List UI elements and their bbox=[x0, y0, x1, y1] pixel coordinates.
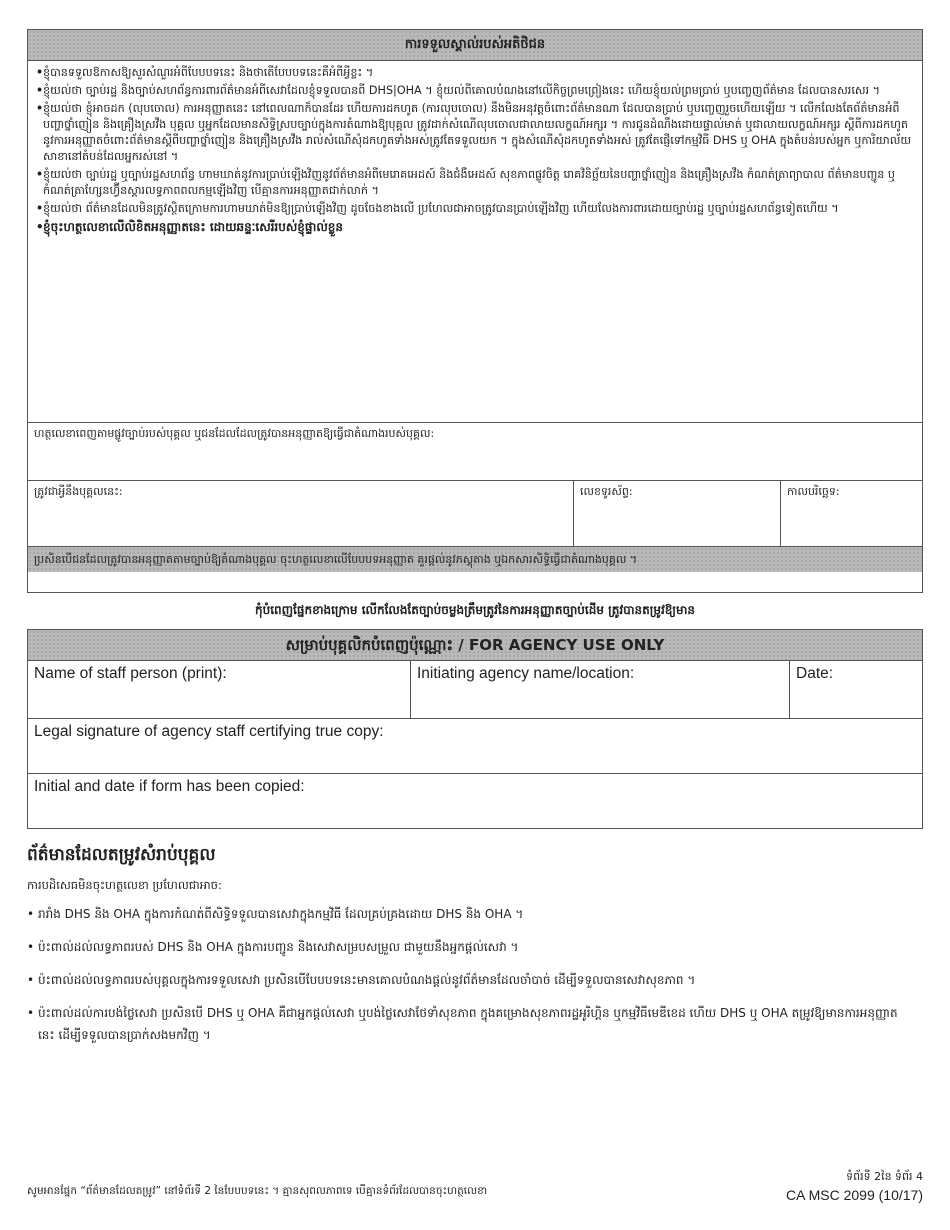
info-title: ព័ត៌មានដែលតម្រូវសំរាប់បុគ្គល bbox=[27, 845, 216, 865]
relationship-row bbox=[28, 480, 922, 547]
footer-note: សូមអានផ្នែក “ព័ត៌មានដែលតម្រូវ” នៅទំព័រទី 2 នៃបែបបទនេះ ។ គ្មានសុពលភាពទេ បើគ្មានទំព័រដែលបានចុះហត្ថលេខា bbox=[27, 1185, 488, 1197]
phone-label: លេខទូរស័ព្ទ: bbox=[580, 485, 633, 498]
agency-name-label: Initiating agency name/location: bbox=[417, 665, 635, 682]
page-number: ទំព័រទី 2នៃ ទំព័រ 4 bbox=[846, 1170, 923, 1183]
list-item: • ប៉ះពាល់ដល់លទ្ធភាពរបស់បុគ្គលក្នុងការទទួលសេវា ប្រសិនបើបែបបទនេះមានគោលបំណងផ្តល់នូវព័ត៌មានដែលចាំបាច់ ដើម្បីទទួលបានសេវាសុខភាព ។ bbox=[27, 969, 907, 991]
agency-date-label: Date: bbox=[796, 665, 834, 682]
acknowledgement-section bbox=[27, 29, 923, 593]
relationship-field[interactable] bbox=[28, 481, 573, 547]
legal-signature-field[interactable] bbox=[28, 719, 922, 774]
agency-row-3 bbox=[28, 773, 922, 830]
list-item: • ខ្ញុំចុះហត្ថលេខាលើលិខិតអនុញ្ញាតនេះ ដោយឆន្ទៈសេរីរបស់ខ្ញុំផ្ទាល់ខ្លួន bbox=[36, 219, 914, 235]
acknowledgement-title: ការទទួលស្គាល់របស់អតិថិជន bbox=[28, 30, 922, 61]
initial-date-label: Initial and date if form has been copied: bbox=[34, 778, 305, 795]
info-list bbox=[27, 903, 907, 1057]
agency-row-1 bbox=[28, 661, 922, 718]
list-item: • ប៉ះពាល់ដល់ការបង់ថ្លៃសេវា ប្រសិនបើ DHS ឬ OHA គឺជាអ្នកផ្តល់សេវា ឬបង់ថ្លៃសេវាថែទាំសុខភាព ក្នុងគម្រោងសុខភាពរដ្ឋអូរិហ្គិន ឬកម្មវិធីមេឌីខេដ ហើយ DHS ឬ OHA តម្រូវឱ្យមានការអនុញ្ញាតនេះ ដើម្បីទទួលបានប្រាក់សងមកវិញ ។ bbox=[27, 1002, 907, 1046]
acknowledgement-list bbox=[28, 61, 922, 235]
agency-title: សម្រាប់បុគ្គលិកបំពេញប៉ុណ្ណោះ / FOR AGENCY USE ONLY bbox=[28, 630, 922, 661]
footer-right bbox=[786, 1168, 923, 1204]
representative-notice: ប្រសិនបើជនដែលត្រូវបានអនុញ្ញាតតាមច្បាប់ឱ្យតំណាងបុគ្គល ចុះហត្ថលេខាលើបែបបទអនុញ្ញាត គួរផ្តល់នូវភស្តុតាង ឬឯកសារសិទ្ធិធ្វើជាតំណាងបុគ្គល ។ bbox=[28, 546, 922, 572]
list-item: • ខ្ញុំយល់ថា ច្បាប់រដ្ឋ ឬច្បាប់រដ្ឋសហព័ន្ធ ហាមឃាត់នូវការប្រាប់ឡើងវិញនូវព័ត៌មានអំពីមេរោគអេដស៍ និងជំងឺអេដស៍ សុខភាពផ្លូវចិត្ត រោគវិនិច្ឆ័យនៃបញ្ហាថ្នាំញៀន និងគ្រឿងស្រវឹង កំណត់ត្រាព្យាបាល ព័ត៌មានបញ្ជូន ឬកំណត់ត្រាហ្សែនហ្វ៊ីនស្តារលទ្ធភាពពលកម្មឡើងវិញ បើគ្មានការអនុញ្ញាតជាក់លាក់ ។ bbox=[36, 167, 914, 199]
list-item: • ខ្ញុំយល់ថា ព័ត៌មានដែលមិនត្រូវស្ថិតក្រោមការហាមឃាត់មិនឱ្យប្រាប់ឡើងវិញ ដូចចែងខាងលើ ប្រហែលជាអាចត្រូវបានប្រាប់ឡើងវិញ ហើយលែងការពារដោយច្បាប់រដ្ឋ ឬច្បាប់រដ្ឋសហព័ន្ធទៀតហើយ ។ bbox=[36, 201, 914, 217]
list-item: • រារាំង DHS និង OHA ក្នុងការកំណត់ពីសិទ្ធិទទួលបានសេវាក្នុងកម្មវិធី ដែលគ្រប់គ្រងដោយ DHS និង OHA ។ bbox=[27, 903, 907, 925]
signature-row bbox=[28, 422, 922, 481]
agency-section bbox=[27, 629, 923, 829]
relationship-label: ត្រូវជាអ្វីនឹងបុគ្គលនេះ: bbox=[34, 485, 123, 498]
legal-signature-label: Legal signature of agency staff certifying true copy: bbox=[34, 723, 384, 740]
agency-name-field[interactable] bbox=[410, 661, 789, 718]
list-item: • ខ្ញុំបានទទួលឱកាសឱ្យសួរសំណួរអំពីបែបបទនេះ និងថាតើបែបបទនេះគឺអំពីអ្វីខ្លះ ។ bbox=[36, 65, 914, 81]
list-item: • ខ្ញុំយល់ថា ច្បាប់រដ្ឋ និងច្បាប់សហព័ន្ធការពារព័ត៌មានអំពីសេវាដែលខ្ញុំទទួលបានពី DHS|OHA ។ ខ្ញុំយល់ពីគោលបំណងនៅលើកិច្ចព្រមព្រៀងនេះ ហើយខ្ញុំយល់ព្រមប្រាប់ ឬបញ្ចេញព័ត៌មាន ដែលបានសរសេរ ។ bbox=[36, 83, 914, 99]
agency-date-field[interactable] bbox=[789, 661, 922, 718]
staff-name-field[interactable] bbox=[28, 661, 410, 718]
staff-name-label: Name of staff person (print): bbox=[34, 665, 227, 682]
date-field[interactable] bbox=[780, 481, 922, 547]
signature-label: ហត្ថលេខាពេញតាមផ្លូវច្បាប់របស់បុគ្គល ឬជនដែលដែលត្រូវបានអនុញ្ញាតឱ្យធ្វើជាតំណាងរបស់បុគ្គល: bbox=[34, 427, 435, 440]
initial-date-field[interactable] bbox=[28, 774, 922, 830]
date-label: កាលបរិច្ឆេទ: bbox=[787, 485, 840, 498]
agency-row-2 bbox=[28, 718, 922, 774]
form-code: CA MSC 2099 (10/17) bbox=[786, 1187, 923, 1203]
info-subtitle: ការបដិសេធមិនចុះហត្ថលេខា ប្រហែលជាអាច: bbox=[27, 878, 222, 892]
phone-field[interactable] bbox=[573, 481, 780, 547]
copy-notice: កុំបំពេញផ្នែកខាងក្រោម លើកលែងតែច្បាប់ចម្លងត្រឹមត្រូវនៃការអនុញ្ញាតច្បាប់ដើម ត្រូវបានតម្រូវឱ្យមាន bbox=[254, 603, 696, 617]
list-item: • ប៉ះពាល់ដល់លទ្ធភាពរបស់ DHS និង OHA ក្នុងការបញ្ជូន និងសេវាសម្របសម្រួល ជាមួយនឹងអ្នកផ្តល់សេវា ។ bbox=[27, 936, 907, 958]
list-item: • ខ្ញុំយល់ថា ខ្ញុំអាចដក (លុបចោល) ការអនុញ្ញាតនេះ នៅពេលណាក៏បានដែរ ហើយការដកហូត (ការលុបចោល) នឹងមិនអនុវត្តចំពោះព័ត៌មានណា ដែលបានប្រាប់ ឬបញ្ចេញរួចហើយឡើយ ។ លើកលែងតែព័ត៌មានអំពីបញ្ហាថ្នាំញៀន និងគ្រឿងស្រវឹង បុគ្គល ឬអ្នកដែលមានសិទ្ធិស្របច្បាប់ក្នុងការតំណាងឱ្យបុគ្គល ត្រូវដាក់សំណើលុបចោលជាលាយលក្ខណ៍អក្សរ ។ ការជូនដំណឹងដោយផ្ទាល់មាត់ ឬជាលាយលក្ខណ៍អក្សរ ស្តីពីការដកហូតនូវការអនុញ្ញាតចំពោះព័ត៌មានស្តីពីបញ្ហាថ្នាំញៀន និងគ្រឿងស្រវឹង រាល់សំណើសុំដកហូតទាំងអស់ត្រូវតែទទួលយក ។ ក្នុងសំណើសុំដកហូតទាំងអស់ ត្រូវតែផ្ញើទៅកម្មវិធី DHS ឬ OHA ក្នុងតំបន់របស់អ្នក ឬការិយាល័យសាខានៅតំបន់ដែលអ្នករស់នៅ ។ bbox=[36, 101, 914, 165]
signature-field[interactable] bbox=[28, 423, 922, 481]
